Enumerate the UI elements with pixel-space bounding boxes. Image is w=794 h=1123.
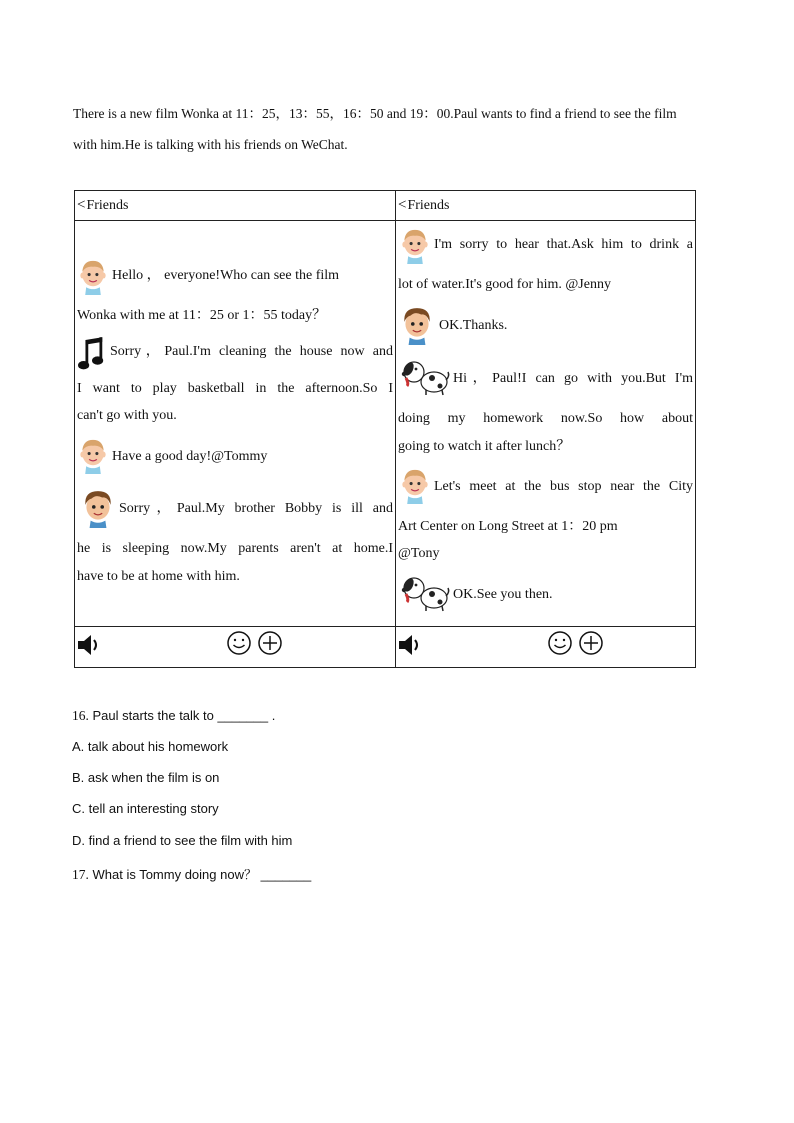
intro-line-2: with him.He is talking with his friends on WeChat. — [73, 137, 348, 152]
question-number: 17. — [72, 867, 89, 882]
right-chat-body — [396, 221, 696, 627]
plus-icon[interactable] — [578, 630, 604, 656]
intro-line-1: There is a new film Wonka at 11：25，13：55，16：50 and 19：00.Paul wants to find a friend to see the film — [73, 106, 677, 121]
back-chevron-icon[interactable]: < — [77, 197, 86, 213]
back-chevron-icon[interactable]: < — [398, 197, 407, 213]
option-text: A. talk about his homework — [72, 739, 229, 754]
message-line: doing my homework now.So how about — [398, 411, 693, 426]
chat-table — [74, 190, 696, 668]
paul-avatar-icon — [78, 437, 108, 474]
paul-avatar-icon — [400, 467, 430, 504]
message-line: OK.See you then. — [453, 587, 553, 602]
message-line: I'm sorry to hear that.Ask him to drink a — [434, 237, 693, 252]
option-c[interactable] — [72, 801, 219, 816]
message-line: going to watch it after lunch？ — [398, 439, 571, 454]
tony-dog-avatar-icon — [399, 574, 451, 612]
option-text: B. ask when the film is on — [72, 770, 220, 785]
speaker-icon[interactable] — [396, 632, 424, 658]
plus-icon[interactable] — [257, 630, 283, 656]
smile-icon[interactable] — [547, 630, 573, 656]
message-line: Let's meet at the bus stop near the City — [434, 479, 693, 494]
music-note-icon — [78, 337, 106, 371]
question-text: Paul starts the talk to _______ . — [88, 708, 276, 723]
message-line: Hello ， everyone!Who can see the film — [112, 268, 340, 283]
message-line: Sorry，Paul.I'm cleaning the house now and — [110, 344, 393, 359]
speaker-icon[interactable] — [75, 632, 103, 658]
message-line: have to be at home with him. — [77, 569, 240, 584]
message-line: I want to play basketball in the afternoon.So I — [77, 381, 393, 396]
left-chat-header — [75, 191, 396, 221]
intro-paragraph — [73, 98, 713, 160]
smile-icon[interactable] — [226, 630, 252, 656]
message-line: Have a good day!@Tommy — [112, 449, 268, 464]
message-line: he is sleeping now.My parents aren't at home.I — [77, 541, 393, 556]
question-number: 16. — [72, 708, 89, 723]
left-chat-footer — [75, 627, 396, 668]
message-line: OK.Thanks. — [439, 318, 508, 333]
option-text: C. tell an interesting story — [72, 801, 219, 816]
message-line: Wonka with me at 11：25 or 1：55 today？ — [77, 308, 327, 323]
option-text: D. find a friend to see the film with him — [72, 833, 293, 848]
message-line: lot of water.It's good for him. @Jenny — [398, 277, 611, 292]
jenny-avatar-icon — [400, 305, 434, 345]
message-line: Hi，Paul!I can go with you.But I'm — [453, 371, 693, 386]
message-line: Sorry，Paul.My brother Bobby is ill and — [119, 501, 393, 516]
message-line: Art Center on Long Street at 1：20 pm — [398, 519, 618, 534]
paul-avatar-icon — [400, 227, 430, 264]
tony-dog-avatar-icon — [399, 358, 451, 396]
left-chat-body — [75, 221, 396, 627]
option-a[interactable] — [72, 739, 228, 754]
question-text: What is Tommy doing now？ _______ — [88, 867, 312, 882]
question-16 — [72, 708, 275, 724]
right-chat-footer — [396, 627, 696, 668]
paul-avatar-icon — [78, 258, 108, 295]
message-line: @Tony — [398, 546, 440, 561]
option-d[interactable] — [72, 833, 292, 848]
left-header-label: Friends — [86, 197, 129, 213]
tommy-avatar-icon — [81, 488, 115, 528]
message-line: can't go with you. — [77, 408, 177, 423]
option-b[interactable] — [72, 770, 219, 785]
right-chat-header — [396, 191, 696, 221]
right-header-label: Friends — [407, 197, 450, 213]
question-17 — [72, 864, 311, 883]
